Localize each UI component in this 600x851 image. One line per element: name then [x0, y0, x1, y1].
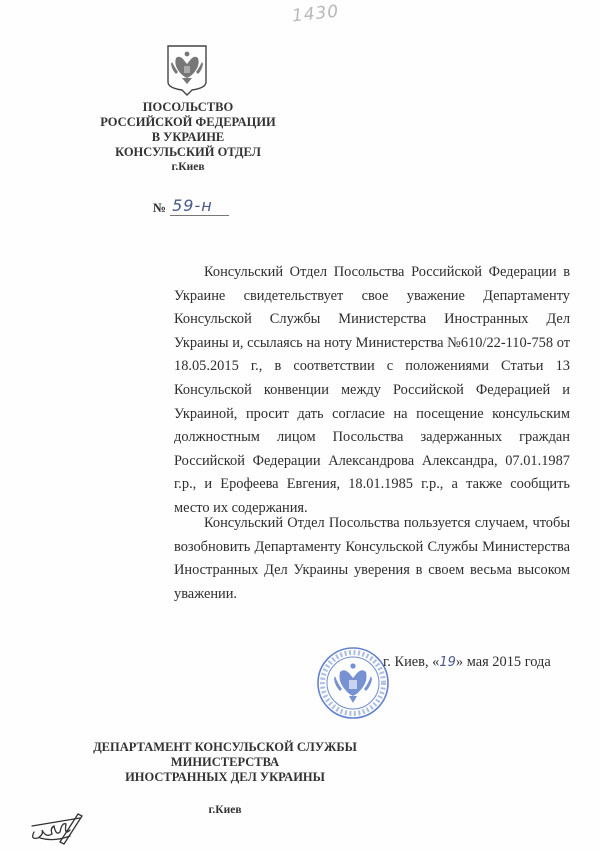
recipient-line: ДЕПАРТАМЕНТ КОНСУЛЬСКОЙ СЛУЖБЫ: [93, 740, 357, 754]
letterhead-line: КОНСУЛЬСКИЙ ОТДЕЛ: [115, 145, 261, 159]
reference-number: [153, 196, 229, 216]
body-paragraph-1: [174, 261, 570, 521]
date-prefix: г. Киев, «: [383, 654, 440, 670]
recipient-line: МИНИСТЕРСТВА: [170, 755, 280, 769]
handwritten-signature-icon: [20, 808, 90, 846]
document-date: [383, 654, 551, 671]
letterhead-line: ПОСОЛЬСТВО: [142, 100, 234, 114]
coat-of-arms-icon: [166, 44, 208, 96]
number-sign: №: [153, 200, 167, 215]
recipient-address-block: [80, 740, 370, 818]
body-paragraph-2: [174, 512, 570, 606]
date-suffix: » мая 2015 года: [455, 654, 551, 670]
reference-number-value: 59-н: [170, 196, 229, 216]
handwritten-registration-mark: 1430: [291, 1, 341, 27]
recipient-city: г.Киев: [208, 804, 242, 816]
recipient-line: ИНОСТРАННЫХ ДЕЛ УКРАИНЫ: [125, 770, 325, 784]
paragraph-text: Консульский Отдел Посольства Российской Федерации в Украине свидетельствует свое уважение Департаменту Консульской Службы Министерства Иностранных Дел Украины и, ссылаясь на ноту Министерства №610/22-110-758 от 18.05.2015 г., в соответствии с положениями Статьи 13 Консульской конвенции между Российской Федерацией и Украиной, просит дать согласие на посещение консульским должностным лицом Посольства задержанных граждан Российской Федерации Александрова Александра, 07.01.1987 г.р., и Ерофеева Евгения, 18.01.1985 г.р., а также сообщить место их содержания.: [174, 264, 570, 516]
date-day-handwritten: 19: [439, 655, 456, 670]
letterhead-line: РОССИЙСКОЙ ФЕДЕРАЦИИ: [100, 115, 276, 129]
sender-letterhead: [100, 100, 276, 175]
paragraph-text: Консульский Отдел Посольства пользуется случаем, чтобы возобновить Департаменту Консульской Службы Министерства Иностранных Дел Украины уверения в своем весьма высоком уважении.: [174, 515, 570, 602]
official-seal-stamp-icon: [316, 646, 390, 720]
letterhead-line: В УКРАИНЕ: [151, 130, 225, 144]
letterhead-city: г.Киев: [171, 161, 205, 173]
